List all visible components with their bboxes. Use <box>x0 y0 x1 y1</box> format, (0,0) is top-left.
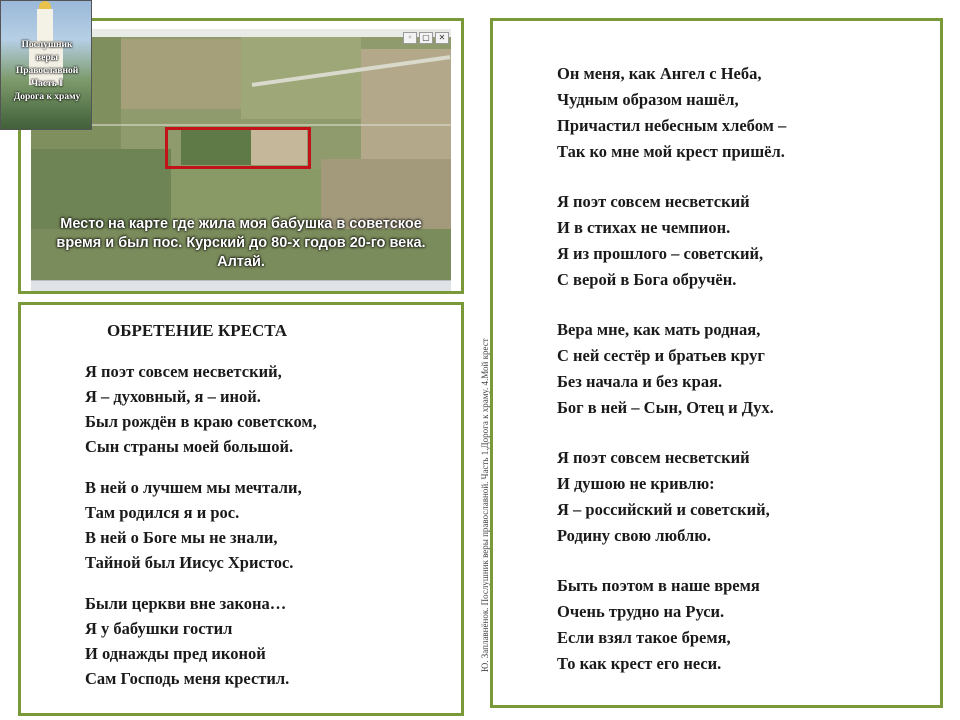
poem-line: Так ко мне мой крест пришёл. <box>557 142 785 161</box>
poem-line: Я поэт совсем несветский <box>557 448 750 467</box>
poem-line: В ней о Боге мы не знали, <box>85 528 278 547</box>
poem-line: Я – российский и советский, <box>557 500 770 519</box>
poem-line: Тайной был Иисус Христос. <box>85 553 294 572</box>
book-title-line: Часть I <box>31 79 63 89</box>
poem-line: Очень трудно на Руси. <box>557 602 725 621</box>
poem-stanza <box>557 189 763 293</box>
book-title-line: веры <box>35 53 59 63</box>
poem-line: Я – духовный, я – иной. <box>85 387 261 406</box>
book-title <box>1 39 92 104</box>
poem-line: Бог в ней – Сын, Отец и Дух. <box>557 398 774 417</box>
map-field <box>121 39 241 109</box>
right-poem-panel <box>490 18 943 708</box>
poem-stanza <box>557 317 774 421</box>
poem-stanza <box>557 573 760 677</box>
left-poem-panel <box>18 302 464 716</box>
poem-line: Без начала и без края. <box>557 372 723 391</box>
poem-line: И в стихах не чемпион. <box>557 218 731 237</box>
map-control[interactable]: ▢ <box>419 32 433 44</box>
poem-line: И однажды пред иконой <box>85 644 266 663</box>
map-caption-line: время и был пос. Курский до 80-х годов 20-го века. <box>56 235 426 251</box>
poem-line: Был рождён в краю советском, <box>85 412 317 431</box>
map-control[interactable]: ◦ <box>403 32 417 44</box>
poem-line: С верой в Бога обручён. <box>557 270 737 289</box>
poem-line: С ней сестёр и братьев круг <box>557 346 765 365</box>
poem-line: Там родился я и рос. <box>85 503 240 522</box>
poem-line: Быть поэтом в наше время <box>557 576 760 595</box>
satellite-map-screenshot <box>31 29 451 291</box>
side-caption: Ю. Заплавнёнок. Послушник веры православной. Часть 1.Дорога к храму. 4.Мой крест <box>480 338 490 672</box>
poem-line: Родину свою люблю. <box>557 526 711 545</box>
map-toolbar <box>31 29 451 37</box>
poem-line: Чудным образом нашёл, <box>557 90 739 109</box>
poem-line: Я поэт совсем несветский <box>557 192 750 211</box>
book-title-line: Дорога к храму <box>13 92 81 102</box>
book-title-line: Православной <box>15 66 79 76</box>
book-cover-image <box>0 0 92 130</box>
poem-line: Вера мне, как мать родная, <box>557 320 761 339</box>
os-taskbar <box>31 280 451 291</box>
poem-stanza <box>85 359 317 459</box>
poem-line: Были церкви вне закона… <box>85 594 287 613</box>
map-caption <box>39 215 443 272</box>
poem-line: Причастил небесным хлебом – <box>557 116 787 135</box>
poem-line: Он меня, как Ангел с Неба, <box>557 64 762 83</box>
poem-title: ОБРЕТЕНИЕ КРЕСТА <box>107 321 287 340</box>
poem-stanza <box>85 475 302 575</box>
poem-line: В ней о лучшем мы мечтали, <box>85 478 302 497</box>
poem-line: Я поэт совсем несветский, <box>85 362 282 381</box>
poem-stanza <box>557 445 770 549</box>
poem-line: Сын страны моей большой. <box>85 437 294 456</box>
map-caption-line: Алтай. <box>217 254 265 270</box>
poem-line: То как крест его неси. <box>557 654 722 673</box>
map-road <box>31 124 451 126</box>
church-tower <box>37 9 53 43</box>
poem-line: Я у бабушки гостил <box>85 619 233 638</box>
location-highlight-box <box>165 127 311 169</box>
poem-line: Если взял такое бремя, <box>557 628 731 647</box>
poem-stanza <box>557 61 786 165</box>
poem-line: Сам Господь меня крестил. <box>85 669 290 688</box>
map-control[interactable]: ✕ <box>435 32 449 44</box>
poem-line: Я из прошлого – советский, <box>557 244 764 263</box>
book-title-line: Послушник <box>21 40 73 50</box>
poem-line: И душою не кривлю: <box>557 474 715 493</box>
poem-stanza <box>85 591 289 691</box>
map-caption-line: Место на карте где жила моя бабушка в советское <box>60 216 422 232</box>
